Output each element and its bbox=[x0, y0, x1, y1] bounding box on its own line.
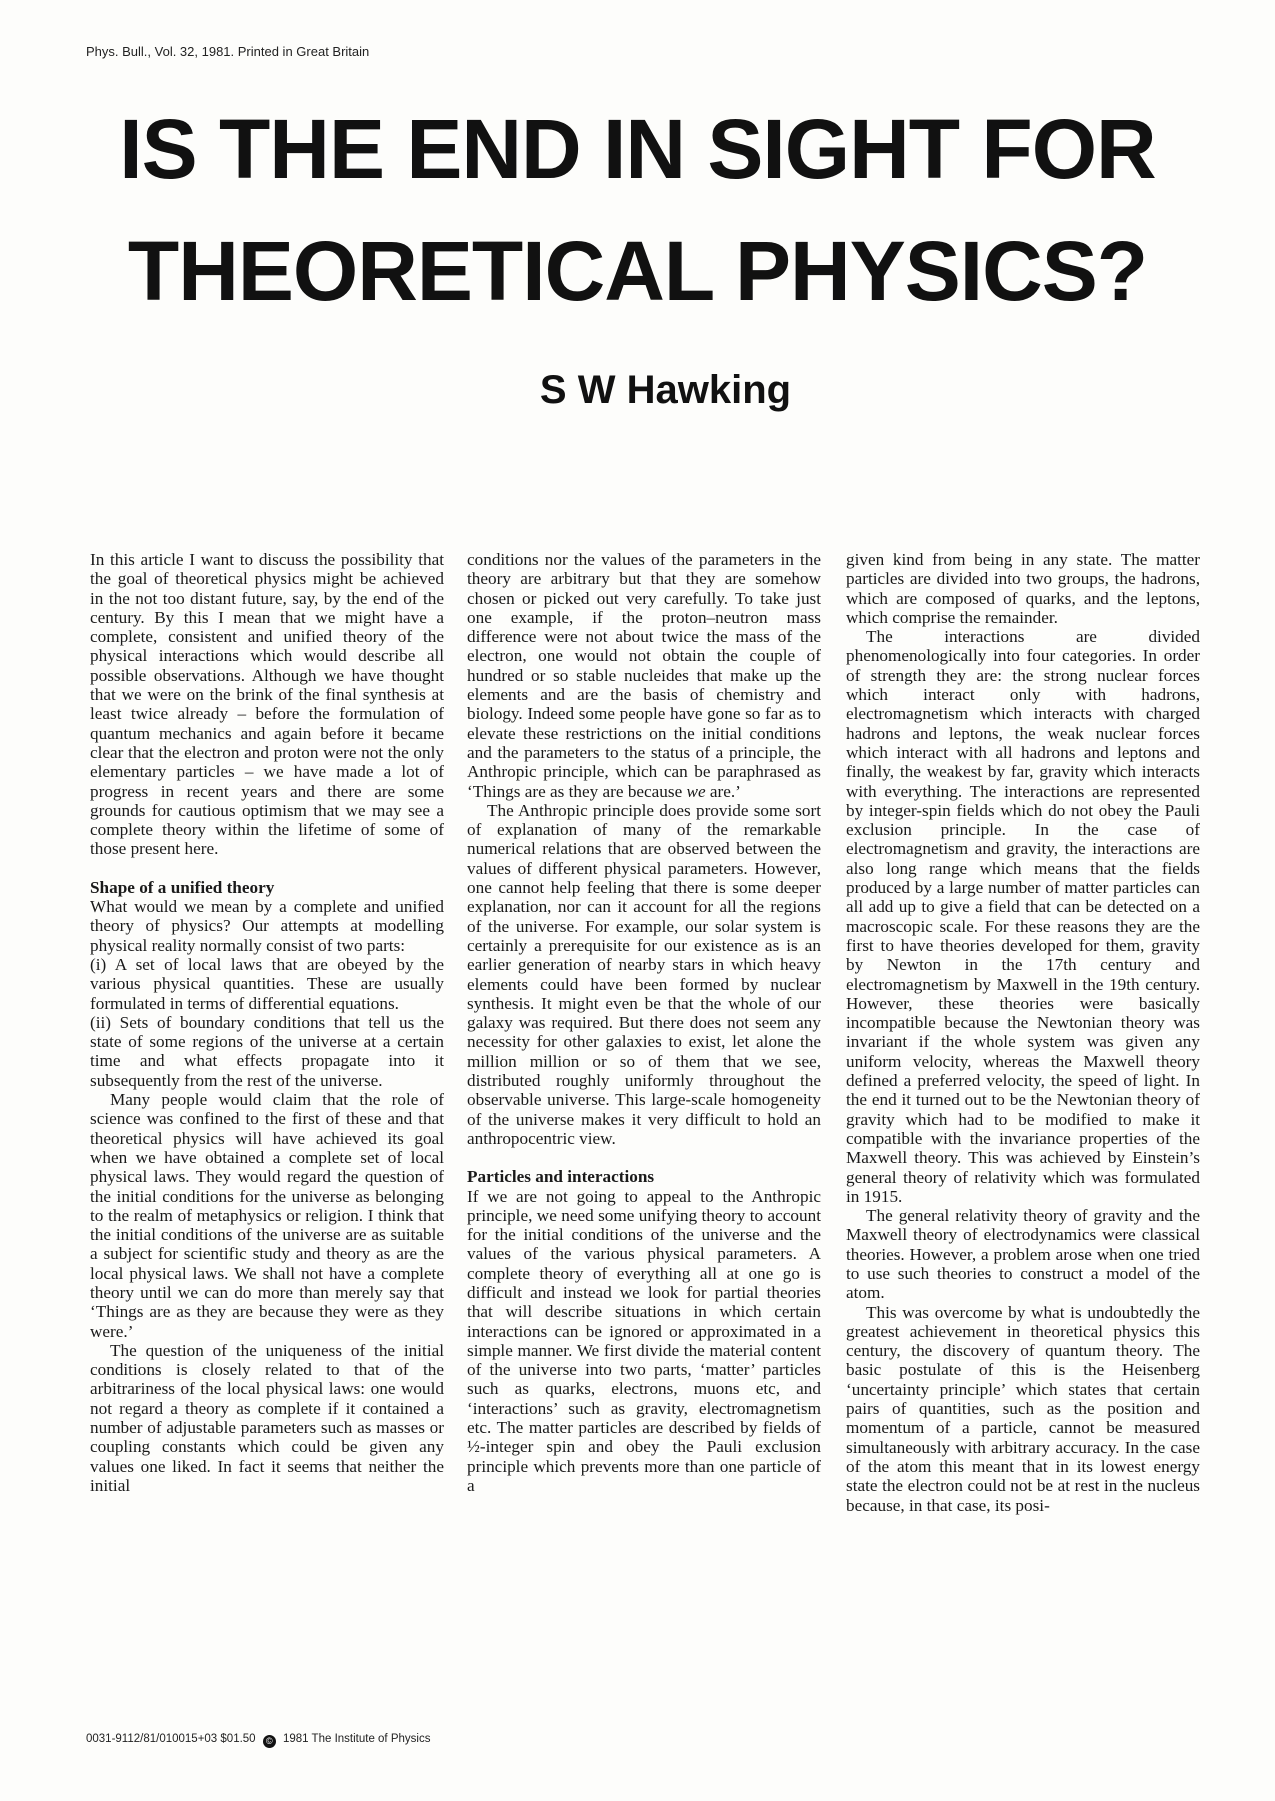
column-3 bbox=[846, 550, 1200, 1515]
paragraph: The Anthropic principle does provide some sort of explanation of many of the remarkable numerical relations that are observed between the values of different physical parameters. However, one cannot help feeling that there is some deeper explanation, nor can it account for all the regions of the universe. For example, our solar system is certainly a prerequisite for our existence as is an earlier generation of nearby stars in which heavy elements could have been formed by nuclear synthesis. It might even be that the whole of our galaxy was required. But there does not seem any necessity for other galaxies to exist, let alone the million million or so of them that we see, distributed roughly uniformly throughout the observable universe. This large-scale homogeneity of the universe makes it very difficult to hold an anthropocentric view. bbox=[467, 800, 821, 1148]
section-heading: Particles and interactions bbox=[467, 1167, 655, 1187]
paragraph: In this article I want to discuss the possibility that the goal of theoretical physics might be achieved in the not too distant future, say, by the end of the century. By this I mean that we might have a complete, consistent and unified theory of the physical interactions which would describe all possible observations. Although we have thought that we were on the brink of the final synthesis at least twice already – before the formulation of quantum mechanics and again before it became clear that the electron and proton were not the only elementary particles – we have made a lot of progress in recent years and there are some grounds for cautious optimism that we may see a complete theory within the lifetime of some of those present here. bbox=[90, 550, 444, 859]
fraction: ½ bbox=[467, 1437, 480, 1457]
paragraph: Many people would claim that the role of science was confined to the first of these and that theoretical physics will have achieved its goal when we have obtained a complete set of local physical laws. They would regard the question of the initial conditions for the universe as belonging to the realm of metaphysics or religion. I think that the initial conditions of the universe are as suitable a subject for scientific study and theory as are the local physical laws. We shall not have a complete theory until we can do more than merely say that ‘Things are as they are because they were as they were.’ bbox=[90, 1090, 444, 1341]
journal-citation: Phys. Bull., Vol. 32, 1981. Printed in Great Britain bbox=[86, 44, 370, 59]
paragraph: (i) A set of local laws that are obeyed by the various physical quantities. These are usually formulated in terms of differential equations. bbox=[90, 954, 444, 1013]
author-name: S W Hawking bbox=[539, 368, 792, 412]
article-title bbox=[0, 88, 1275, 332]
paragraph: The interactions are divided phenomenologically into four categories. In order of strength they are: the strong nuclear forces which interact only with hadrons, electromagnetism which interacts with charged hadrons and leptons, the weak nuclear forces which interact with all hadrons and leptons and finally, the weakest by far, gravity which interacts with everything. The interactions are represented by integer-spin fields which do not obey the Pauli exclusion principle. In the case of electromagnetism and gravity, the interactions are also long range which means that the fields produced by a large number of matter particles can all add up to give a field that can be detected on a macroscopic scale. For these reasons they are the first to have theories developed for them, gravity by Newton in the 17th century and electromagnetism by Maxwell in the 19th century. However, these theories were basically incompatible because the Newtonian theory was invariant if the whole system was given any uniform velocity, whereas the Maxwell theory defined a preferred velocity, the speed of light. In the end it turned out to be the Newtonian theory of gravity which had to be modified to make it compatible with the invariance properties of the Maxwell theory. This was achieved by Einstein’s general theory of relativity which was formulated in 1915. bbox=[846, 627, 1200, 1206]
column-2 bbox=[467, 550, 821, 1495]
column-1 bbox=[90, 550, 444, 1495]
article-code: 0031-9112/81/010015+03 $01.50 bbox=[86, 1733, 256, 1745]
title-line-2: THEORETICAL PHYSICS? bbox=[127, 224, 1148, 318]
paragraph: The question of the uniqueness of the initial conditions is closely related to that of the arbitrariness of the local physical laws: one would not regard a theory as complete if it contained a number of adjustable parameters such as masses or coupling constants which could be given any values one liked. In fact it seems that neither the initial bbox=[90, 1340, 444, 1495]
paragraph: conditions nor the values of the parameters in the theory are arbitrary but that they are somehow chosen or picked out very carefully. To take just one example, if the proton–neutron mass difference were not about twice the mass of the electron, one would not obtain the couple of hundred or so stable nucleides that make up the elements and are the basis of chemistry and biology. Indeed some people have gone so far as to elevate these restrictions on the initial conditions and the parameters to the status of a principle, the Anthropic principle, which can be paraphrased as ‘Things are as they are because we are.’ bbox=[467, 550, 821, 801]
paragraph: What would we mean by a complete and unified theory of physics? Our attempts at modelling physical reality normally consist of two parts: bbox=[90, 897, 444, 955]
footer bbox=[86, 1733, 430, 1748]
paragraph: (ii) Sets of boundary conditions that tell us the state of some regions of the universe at a certain time and what effects propagate into it subsequently from the rest of the universe. bbox=[90, 1012, 444, 1090]
title-line-1: IS THE END IN SIGHT FOR bbox=[119, 102, 1156, 196]
copyright-icon: © bbox=[263, 1735, 276, 1748]
paragraph: given kind from being in any state. The matter particles are divided into two groups, the hadrons, which are composed of quarks, and the leptons, which comprise the remainder. bbox=[846, 550, 1200, 627]
publisher: 1981 The Institute of Physics bbox=[282, 1733, 431, 1745]
paragraph: If we are not going to appeal to the Anthropic principle, we need some unifying theory to account for the initial conditions of the universe and the values of the various physical parameters. A complete theory of everything all at one go is difficult and instead we look for partial theories that will describe situations in which certain interactions can be ignored or approximated in a simple manner. We first divide the material content of the universe into two parts, ‘matter’ particles such as quarks, electrons, muons etc, and ‘interactions’ such as gravity, electromagnetism etc. The matter particles are described by fields of ½-integer spin and obey the Pauli exclusion principle which prevents more than one particle of a bbox=[467, 1186, 821, 1495]
paragraph: The general relativity theory of gravity and the Maxwell theory of electrodynamics were classical theories. However, a problem arose when one tried to use such theories to construct a model of the atom. bbox=[846, 1206, 1200, 1303]
paragraph: This was overcome by what is undoubtedly the greatest achievement in theoretical physics this century, the discovery of quantum theory. The basic postulate of this is the Heisenberg ‘uncertainty principle’ which states that certain pairs of quantities, such as the position and momentum of a particle, cannot be measured simultaneously with arbitrary accuracy. In the case of the atom this meant that in its lowest energy state the electron could not be at rest in the nucleus because, in that case, its posi- bbox=[846, 1302, 1200, 1515]
section-heading: Shape of a unified theory bbox=[90, 877, 275, 897]
emphasis: we bbox=[686, 781, 706, 801]
